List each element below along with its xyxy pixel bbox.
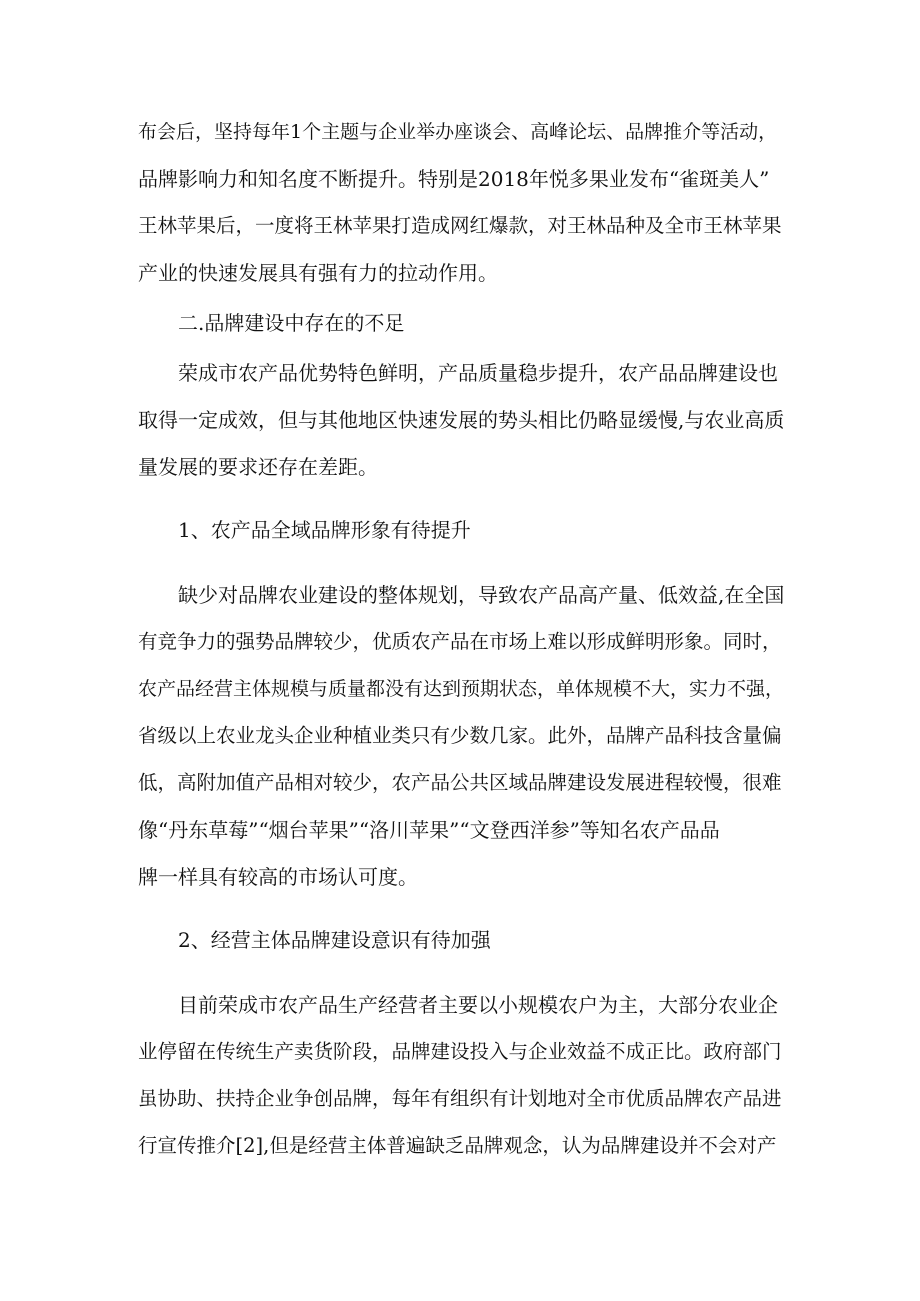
paragraph-3-line-4: 省级以上农业龙头企业种植业类只有少数几家。此外，品牌产品科技含量偏 (138, 724, 782, 747)
paragraph-2-line-3: 量发展的要求还存在差距。 (138, 455, 378, 479)
paragraph-4-line-2: 业停留在传统生产卖货阶段，品牌建设投入与企业效益不成正比。政府部门 (138, 1040, 782, 1063)
paragraph-3-line-6: 像“丹东草莓”“烟台苹果”“洛川苹果”“文登西洋参”等知名农产品品 (138, 818, 720, 842)
paragraph-3-line-3: 农产品经营主体规模与质量都没有达到预期状态，单体规模不大，实力不强， (138, 678, 785, 700)
paragraph-3-line-2: 有竞争力的强势品牌较少，优质农产品在市场上难以形成鲜明形象。同时， (138, 630, 782, 653)
subheading-1: 1、农产品全域品牌形象有待提升 (178, 518, 471, 542)
paragraph-4-line-4: 行宣传推介[2],但是经营主体普遍缺乏品牌观念，认为品牌建设并不会对产 (138, 1134, 777, 1157)
section-heading: 二.品牌建设中存在的不足 (178, 311, 405, 335)
subheading-2: 2、经营主体品牌建设意识有待加强 (178, 928, 491, 952)
paragraph-2-line-1: 荣成市农产品优势特色鲜明，产品质量稳步提升，农产品品牌建设也 (178, 361, 778, 385)
paragraph-1-line-3: 王林苹果后，一度将王林苹果打造成网红爆款，对王林品种及全市王林苹果 (138, 214, 782, 237)
paragraph-3-line-5: 低，高附加值产品相对较少，农产品公共区域品牌建设发展进程较慢，很难 (138, 771, 782, 794)
paragraph-2-line-2: 取得一定成效，但与其他地区快速发展的势头相比仍略显缓慢,与农业高质 (138, 408, 785, 432)
paragraph-4-line-1: 目前荣成市农产品生产经营者主要以小规模农户为主，大部分农业企 (178, 993, 778, 1017)
paragraph-1-line-2: 品牌影响力和知名度不断提升。特别是2018年悦多果业发布“雀斑美人” (138, 167, 770, 191)
paragraph-1-line-4: 产业的快速发展具有强有力的拉动作用。 (138, 261, 498, 285)
paragraph-3-line-1: 缺少对品牌农业建设的整体规划，导致农产品高产量、低效益,在全国 (178, 583, 785, 607)
paragraph-1-line-1: 布会后，坚持每年1个主题与企业举办座谈会、高峰论坛、品牌推介等活动， (138, 121, 778, 143)
paragraph-4-line-3: 虽协助、扶持企业争创品牌，每年有组织有计划地对全市优质品牌农产品进 (138, 1087, 782, 1110)
paragraph-3-line-7: 牌一样具有较高的市场认可度。 (138, 865, 418, 889)
